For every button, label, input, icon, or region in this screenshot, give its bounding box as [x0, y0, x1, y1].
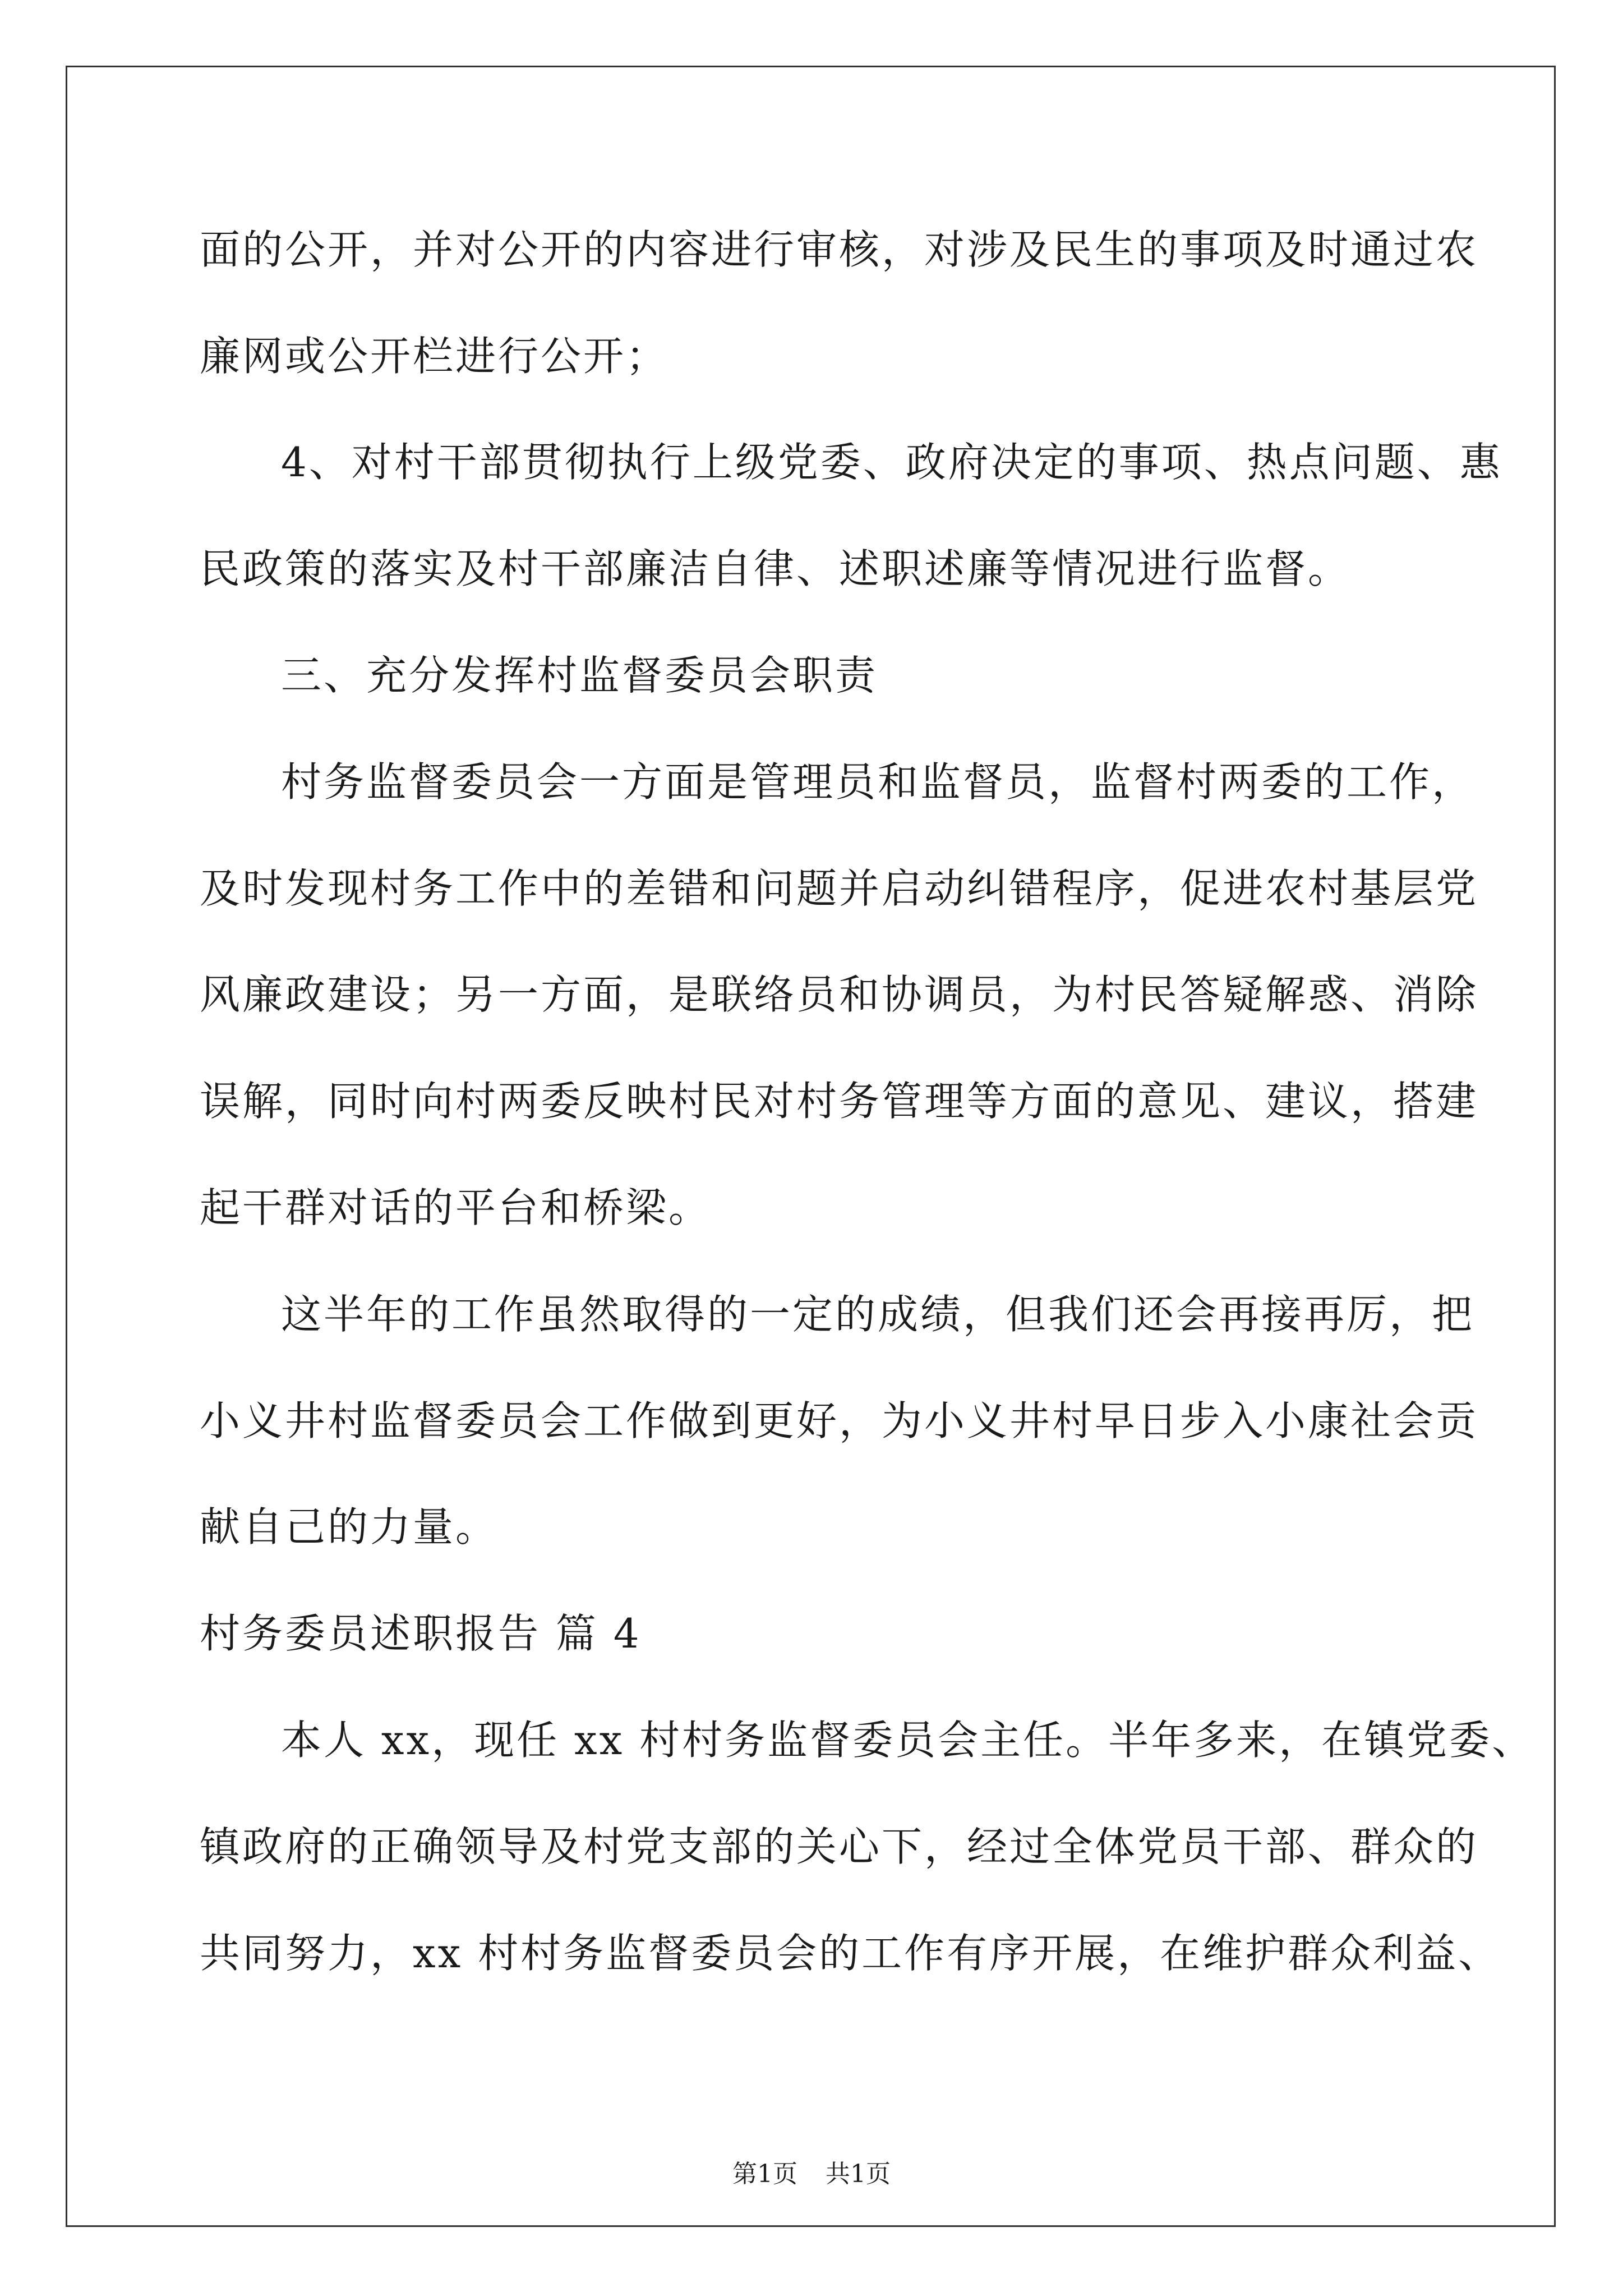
body-text-line: 村务监督委员会一方面是管理员和监督员，监督村两委的工作，	[281, 758, 1475, 806]
body-text-line: 面的公开，并对公开的内容进行审核，对涉及民生的事项及时通过农	[200, 226, 1479, 273]
section-heading: 三、充分发挥村监督委员会职责	[281, 652, 878, 699]
body-text-line: 小义井村监督委员会工作做到更好，为小义井村早日步入小康社会贡	[200, 1397, 1479, 1444]
page-border	[66, 66, 1556, 2227]
body-text-line: 这半年的工作虽然取得的一定的成绩，但我们还会再接再厉，把	[281, 1291, 1475, 1338]
body-text-line: 4、对村干部贯彻执行上级党委、政府决定的事项、热点问题、惠	[281, 439, 1502, 486]
page-footer	[0, 2157, 1623, 2191]
page-number-current: 第1页	[732, 2160, 797, 2188]
body-text-line: 献自己的力量。	[200, 1503, 499, 1550]
report-title: 村务委员述职报告 篇 4	[200, 1610, 642, 1657]
body-text-line: 起干群对话的平台和桥梁。	[200, 1184, 712, 1231]
body-text-line: 廉网或公开栏进行公开；	[200, 333, 669, 380]
body-text-line: 镇政府的正确领导及村党支部的关心下，经过全体党员干部、群众的	[200, 1823, 1479, 1870]
body-text-line: 误解，同时向村两委反映村民对村务管理等方面的意见、建议，搭建	[200, 1078, 1479, 1125]
body-text-line: 及时发现村务工作中的差错和问题并启动纠错程序，促进农村基层党	[200, 865, 1479, 912]
body-text-line: 共同努力，xx 村村务监督委员会的工作有序开展，在维护群众利益、	[200, 1930, 1501, 1977]
body-text-line: 本人 xx，现任 xx 村村务监督委员会主任。半年多来，在镇党委、	[281, 1717, 1535, 1764]
body-text-line: 民政策的落实及村干部廉洁自律、述职述廉等情况进行监督。	[200, 545, 1351, 592]
body-text-line: 风廉政建设；另一方面，是联络员和协调员，为村民答疑解惑、消除	[200, 971, 1479, 1018]
page-number-total: 共1页	[826, 2160, 891, 2188]
